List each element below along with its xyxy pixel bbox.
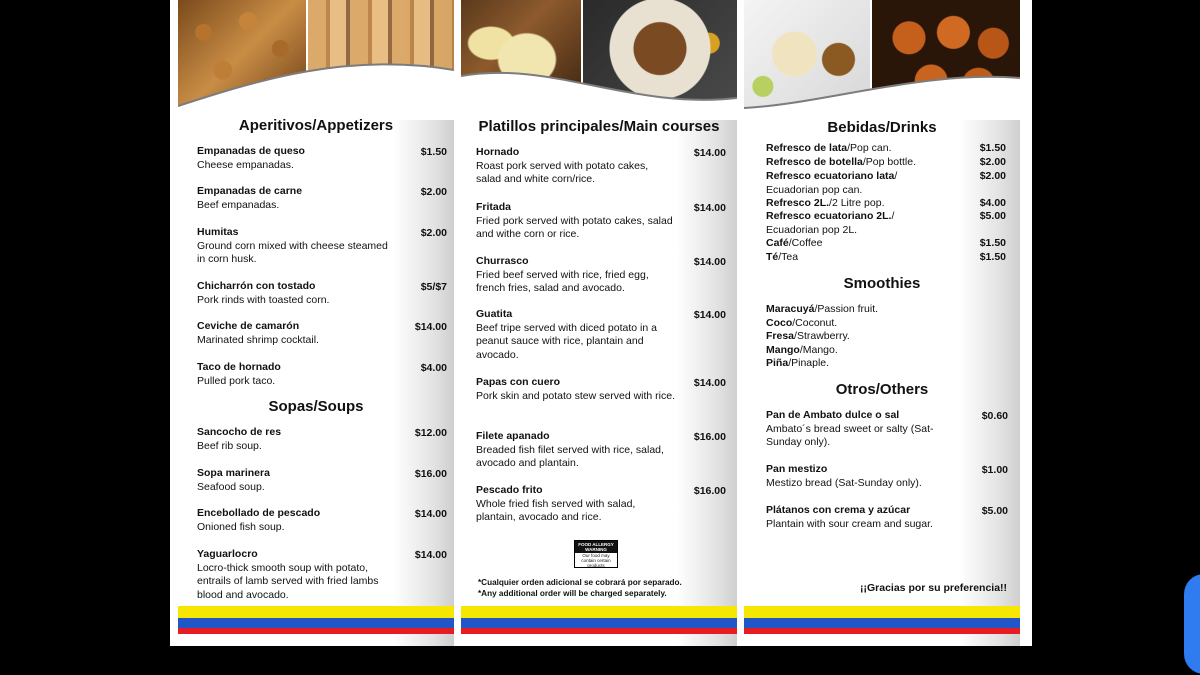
menu-item: Chicharrón con tostado Pork rinds with toasted corn. $5/$7 [197,280,447,306]
menu-item: Filete apanado Breaded fish filet served with rice, salad, avocado and plantain. $16.00 [476,430,726,469]
price: $2.00 [979,170,1006,182]
ecuador-flag-stripes [461,606,737,634]
drink-item: Refresco de lata/Pop can. $1.50 [766,142,1006,154]
menu-item: Pan de Ambato dulce o sal Ambato´s bread sweet or salty (Sat-Sunday only). $0.60 [766,409,1008,448]
main-courses-title: Platillos principales/Main courses [478,118,720,135]
price: $0.60 [981,410,1008,422]
drink-item: Té/Tea $1.50 [766,251,1006,263]
price: $14.00 [414,549,447,561]
menu-item: Empanadas de queso Cheese empanadas. $1.50 [197,145,447,171]
thank-you-message: ¡¡Gracias por su preferencia!! [860,582,1008,594]
menu-item: Churrasco Fried beef served with rice, fried egg, french fries, salad and avocado. $14.00 [476,255,726,294]
menu-item: Papas con cuero Pork skin and potato stew served with rice. $14.00 [476,376,726,402]
smoothies-title: Smoothies [843,275,921,292]
price: $2.00 [420,186,447,198]
smoothie-item: Mango/Mango. [766,344,838,356]
appetizers-title: Aperitivos/Appetizers [238,117,394,134]
price: $1.00 [981,464,1008,476]
others-title: Otros/Others [835,381,929,398]
menu-item: Humitas Ground corn mixed with cheese steamed in corn husk. $2.00 [197,226,447,265]
price: $5/$7 [420,281,447,293]
drink-item: Refresco de botella/Pop bottle. $2.00 [766,156,1006,168]
additional-order-note-es: *Cualquier orden adicional se cobrará por separado. [478,578,682,587]
price: $1.50 [420,146,447,158]
decorative-wave [461,0,737,120]
price: $16.00 [693,431,726,443]
price: $1.50 [979,237,1006,249]
price: $16.00 [693,485,726,497]
menu-panel-appetizers-soups [178,0,454,646]
menu-item: Pescado frito Whole fried fish served with salad, plantain, avocado and rice. $16.00 [476,484,726,523]
price: $2.00 [420,227,447,239]
price: $14.00 [693,256,726,268]
menu-item: Taco de hornado Pulled pork taco. $4.00 [197,361,447,387]
soups-title: Sopas/Soups [268,398,364,415]
price: $16.00 [414,468,447,480]
decorative-wave [744,0,1020,120]
menu-item: Empanadas de carne Beef empanadas. $2.00 [197,185,447,211]
price: $14.00 [693,202,726,214]
price: $14.00 [414,321,447,333]
price: $14.00 [693,377,726,389]
price: $1.50 [979,142,1006,154]
drink-item: Refresco 2L./2 Litre pop. $4.00 [766,197,1006,209]
smoothie-item: Fresa/Strawberry. [766,330,850,342]
additional-order-note-en: *Any additional order will be charged separately. [478,589,667,598]
smoothie-item: Maracuyá/Passion fruit. [766,303,879,315]
price: $14.00 [693,147,726,159]
menu-panel-main-courses [461,0,737,646]
decorative-wave [178,0,454,120]
smoothie-item: Coco/Coconut. [766,317,838,329]
price: $4.00 [420,362,447,374]
food-allergy-warning-sign: FOOD ALLERGY WARNING Our food may contain certain products [574,540,618,568]
menu-item: Guatita Beef tripe served with diced potato in a peanut sauce with rice, plantain and avocado. $14.00 [476,308,726,361]
menu-item: Ceviche de camarón Marinated shrimp cocktail. $14.00 [197,320,447,346]
menu-item: Pan mestizo Mestizo bread (Sat-Sunday only). $1.00 [766,463,1008,489]
smoothie-item: Piña/Pinaple. [766,357,830,369]
price: $5.00 [981,505,1008,517]
ecuador-flag-stripes [178,606,454,634]
menu-item: Fritada Fried pork served with potato cakes, salad and withe corn or rice. $14.00 [476,201,726,240]
menu-item: Plátanos con crema y azúcar Plantain with sour cream and sugar. $5.00 [766,504,1008,530]
price: $2.00 [979,156,1006,168]
price: $5.00 [979,210,1006,222]
price: $14.00 [414,508,447,520]
price: $14.00 [693,309,726,321]
price: $12.00 [414,427,447,439]
menu-item: Yaguarlocro Locro-thick smooth soup with potato, entrails of lamb served with fried lambs blood and avocado. $14.00 [197,548,447,601]
menu-brochure [170,0,1032,646]
menu-item: Hornado Roast pork served with potato cakes, salad and white corn/rice. $14.00 [476,146,726,185]
drink-item: Café/Coffee $1.50 [766,237,1006,249]
edge-scroll-button[interactable] [1184,574,1200,674]
menu-item: Sancocho de res Beef rib soup. $12.00 [197,426,447,452]
price: $1.50 [979,251,1006,263]
drink-item: Refresco ecuatoriano lata/ Ecuadorian pop can. $2.00 [766,170,1006,196]
menu-item: Encebollado de pescado Onioned fish soup. $14.00 [197,507,447,533]
menu-panel-drinks-others [744,0,1020,646]
drinks-title: Bebidas/Drinks [827,119,937,136]
price: $4.00 [979,197,1006,209]
menu-item: Sopa marinera Seafood soup. $16.00 [197,467,447,493]
ecuador-flag-stripes [744,606,1020,634]
drink-item: Refresco ecuatoriano 2L./ Ecuadorian pop 2L. $5.00 [766,210,1006,236]
